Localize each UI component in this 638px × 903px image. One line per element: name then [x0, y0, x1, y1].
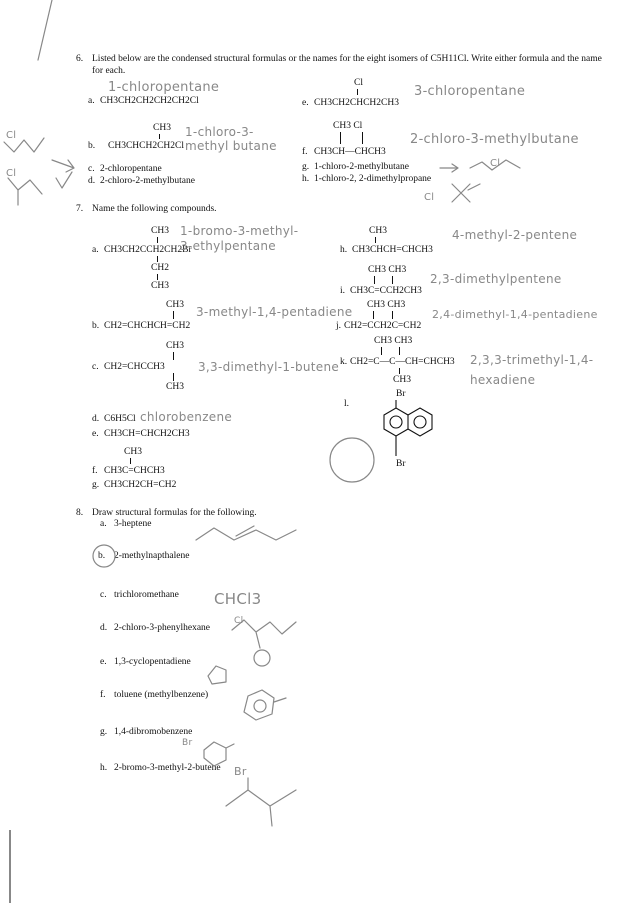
q7h-formula: CH3CHCH=CHCH3 — [352, 245, 433, 255]
q6-number: 6. — [76, 54, 84, 64]
q7i-label: i. — [340, 286, 346, 296]
q7c-formula: CH2=CHCCH3 — [104, 362, 165, 372]
g-note: Cl — [490, 158, 501, 169]
q8h-skeleton — [226, 778, 296, 826]
q8c-handwriting: CHCl3 — [214, 590, 262, 608]
q7a-sub-bottom: CH2 — [151, 263, 169, 273]
q8h-text: 2-bromo-3-methyl-2-butene — [114, 763, 221, 773]
q6h-x-sketch — [452, 184, 480, 202]
q6b-label: b. — [88, 141, 96, 151]
q8f-text: toluene (methylbenzene) — [114, 690, 209, 700]
q7a-label: a. — [92, 245, 99, 255]
margin-cl-top: Cl — [6, 130, 17, 141]
q8a-text: 3-heptene — [114, 519, 152, 529]
q6b-handwriting: 1-chloro-3-methyl butane — [185, 125, 277, 153]
q8g-text: 1,4-dibromobenzene — [114, 727, 193, 737]
q7l-circle — [330, 438, 374, 482]
q7d-label: d. — [92, 414, 100, 424]
margin-arrow — [52, 160, 74, 172]
q7i-sub-top: CH3 CH3 — [368, 265, 407, 275]
q6e-label: e. — [302, 98, 309, 108]
q7e-formula: CH3CH=CHCH2CH3 — [104, 429, 190, 439]
q7l-label: l. — [344, 399, 350, 409]
q7b-handwriting: 3-methyl-1,4-pentadiene — [196, 305, 353, 319]
q8d-skeleton — [232, 620, 296, 648]
q8d-label: d. — [100, 623, 108, 633]
q7i-formula: CH3C=CCH2CH3 — [350, 286, 422, 296]
q8c-label: c. — [100, 590, 107, 600]
q6c-text: 2-chloropentane — [100, 164, 162, 174]
q7d-handwriting: chlorobenzene — [140, 410, 233, 424]
q6a-formula: CH3CH2CH2CH2CH2Cl — [100, 96, 199, 106]
q8g-label: g. — [100, 727, 108, 737]
q6a-label: a. — [88, 96, 95, 106]
q7j-handwriting: 2,4-dimethyl-1,4-pentadiene — [432, 308, 598, 321]
q6f-sub: CH3 Cl — [333, 121, 363, 131]
pen-stroke-top-left — [38, 0, 52, 60]
q6g-label: g. — [302, 162, 310, 172]
q7-number: 7. — [76, 204, 84, 214]
q7h-sub-top: CH3 — [369, 226, 387, 236]
q7f-sub-top: CH3 — [124, 447, 142, 457]
q7k-formula: CH2=C—C—CH=CHCH3 — [350, 357, 455, 367]
q7l-br-bottom: Br — [396, 459, 406, 469]
q7k-sub-bottom: CH3 — [393, 375, 411, 385]
q6f-handwriting: 2-chloro-3-methylbutane — [410, 132, 579, 147]
q6d-label: d. — [88, 176, 96, 186]
q8e-label: e. — [100, 657, 107, 667]
q7a-sub-top: CH3 — [151, 226, 169, 236]
q6c-label: c. — [88, 164, 95, 174]
q7a-handwriting: 1-bromo-3-methyl-3-ethylpentane — [180, 224, 299, 253]
q8b-text: 2-methylnapthalene — [114, 551, 190, 561]
q7a-formula: CH3CH2CCH2CH2Br — [104, 245, 192, 255]
q6a-handwriting: 1-chloropentane — [108, 80, 220, 95]
q8d-text: 2-chloro-3-phenylhexane — [114, 623, 211, 633]
q6-prompt: Listed below are the condensed structural formulas or the names for the eight isomers of C5H11Cl. Write either formula and the name for each. — [92, 54, 602, 76]
q8b-circle — [93, 545, 115, 567]
q6f-label: f. — [302, 147, 308, 157]
q8f-ring-inner — [254, 700, 266, 712]
q7c-sub-bottom: CH3 — [166, 382, 184, 392]
q7i-handwriting: 2,3-dimethylpentene — [430, 272, 562, 286]
q6b-formula: CH3CHCH2CH2Cl — [108, 141, 185, 151]
q7b-sub-top: CH3 — [166, 300, 184, 310]
q6e-formula: CH3CH2CHCH2CH3 — [314, 98, 399, 108]
q6g-text: 1-chloro-2-methylbutane — [314, 162, 409, 172]
q7e-label: e. — [92, 429, 99, 439]
q6h-label: h. — [302, 174, 310, 184]
q7a-sub-bottom2: CH3 — [151, 281, 169, 291]
q6e-sub: Cl — [354, 78, 363, 88]
q8f-label: f. — [100, 690, 106, 700]
q8h-handwriting: Br — [234, 765, 247, 778]
margin-cl-mid: Cl — [6, 168, 17, 179]
q7c-label: c. — [92, 362, 99, 372]
q6g-sketch — [440, 160, 520, 172]
q8a-label: a. — [100, 519, 107, 529]
margin-skeleton-2 — [8, 178, 42, 205]
q8d-phenyl — [254, 650, 270, 666]
q6d-text: 2-chloro-2-methylbutane — [100, 176, 195, 186]
q8g-handwriting: Br — [182, 738, 193, 748]
q8f-ring — [244, 690, 286, 720]
q7-prompt: Name the following compounds. — [92, 204, 217, 214]
q7b-formula: CH2=CHCHCH=CH2 — [104, 321, 191, 331]
q8e-ring — [208, 666, 226, 684]
q7l-structure — [384, 400, 432, 456]
q7l-br-top: Br — [396, 389, 406, 399]
q7k-sub-top: CH3 CH3 — [374, 336, 413, 346]
q7f-label: f. — [92, 466, 98, 476]
q7c-sub-top: CH3 — [166, 341, 184, 351]
q7j-label: j. — [336, 321, 342, 331]
q8-prompt: Draw structural formulas for the following. — [92, 508, 257, 518]
q8a-skeleton — [196, 526, 296, 540]
q6f-formula: CH3CH—CHCH3 — [314, 147, 386, 157]
q6e-handwriting: 3-chloropentane — [414, 84, 526, 99]
q6b-sub: CH3 — [153, 123, 171, 133]
q8b-label: b. — [98, 551, 106, 561]
margin-skeleton-1 — [4, 138, 44, 152]
q7d-formula: C6H5Cl — [104, 414, 136, 424]
q7h-handwriting: 4-methyl-2-pentene — [452, 228, 578, 242]
q7k-label: k. — [340, 357, 348, 367]
q7k-handwriting: 2,3,3-trimethyl-1,4-hexadiene — [470, 353, 594, 387]
q7g-label: g. — [92, 480, 100, 490]
q8c-text: trichloromethane — [114, 590, 179, 600]
q7c-handwriting: 3,3-dimethyl-1-butene — [198, 360, 340, 374]
q7f-formula: CH3C=CHCH3 — [104, 466, 165, 476]
q6h-text: 1-chloro-2, 2-dimethylpropane — [314, 174, 432, 184]
h-note: Cl — [424, 192, 435, 203]
q8g-ring — [204, 742, 234, 766]
q7h-label: h. — [340, 245, 348, 255]
q8-number: 8. — [76, 508, 84, 518]
q8h-label: h. — [100, 763, 108, 773]
q8e-text: 1,3-cyclopentadiene — [114, 657, 191, 667]
q7j-formula: CH2=CCH2C=CH2 — [344, 321, 422, 331]
margin-check — [56, 172, 72, 188]
q7g-formula: CH3CH2CH=CH2 — [104, 480, 177, 490]
q7j-sub-top: CH3 CH3 — [367, 300, 406, 310]
q7b-label: b. — [92, 321, 100, 331]
q8d-handwriting: Cl — [234, 616, 244, 626]
